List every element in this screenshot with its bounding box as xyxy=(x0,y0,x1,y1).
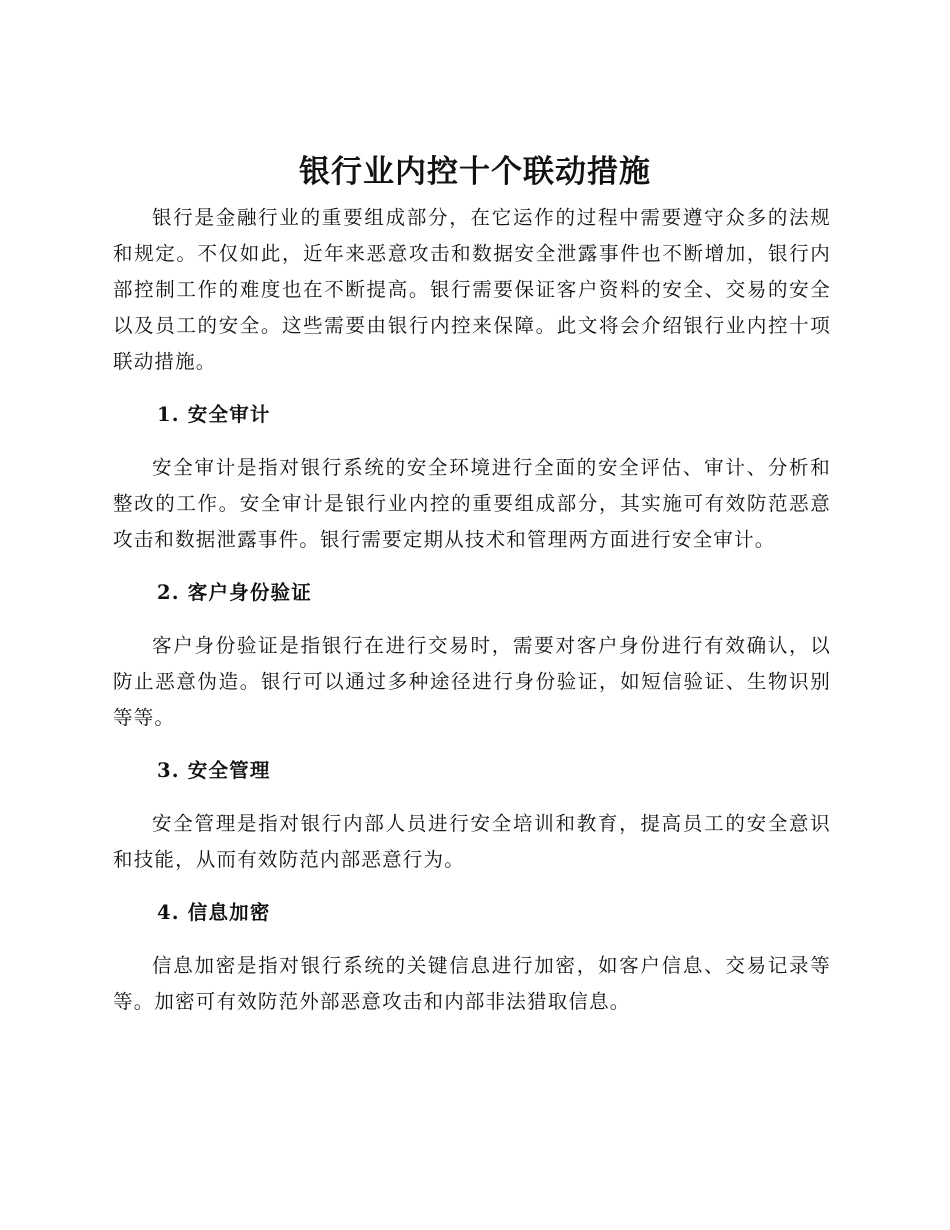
section-heading-1: 1. 安全审计 xyxy=(157,403,271,426)
document-body xyxy=(113,200,831,1020)
section-paragraph-4: 信息加密是指对银行系统的关键信息进行加密，如客户信息、交易记录等等。加密可有效防范外部恶意攻击和内部非法猎取信息。 xyxy=(113,954,831,1013)
section-paragraph-1: 安全审计是指对银行系统的安全环境进行全面的安全评估、审计、分析和整改的工作。安全审计是银行业内控的重要组成部分，其实施可有效防范恶意攻击和数据泄露事件。银行需要定期从技术和管理两方面进行安全审计。 xyxy=(113,456,831,551)
document-title: 银行业内控十个联动措施 xyxy=(299,154,651,190)
section-paragraph-2: 客户身份验证是指银行在进行交易时，需要对客户身份进行有效确认，以防止恶意伪造。银行可以通过多种途径进行身份验证，如短信验证、生物识别等等。 xyxy=(113,634,831,729)
intro-paragraph: 银行是金融行业的重要组成部分，在它运作的过程中需要遵守众多的法规和规定。不仅如此，近年来恶意攻击和数据安全泄露事件也不断增加，银行内部控制工作的难度也在不断提高。银行需要保证客户资料的安全、交易的安全以及员工的安全。这些需要由银行内控来保障。此文将会介绍银行业内控十项联动措施。 xyxy=(113,206,831,373)
section-heading-3: 3. 安全管理 xyxy=(157,759,271,782)
section-heading-2: 2. 客户身份验证 xyxy=(157,581,312,604)
section-paragraph-3: 安全管理是指对银行内部人员进行安全培训和教育，提高员工的安全意识和技能，从而有效防范内部恶意行为。 xyxy=(113,812,831,871)
section-heading-4: 4. 信息加密 xyxy=(157,901,271,924)
